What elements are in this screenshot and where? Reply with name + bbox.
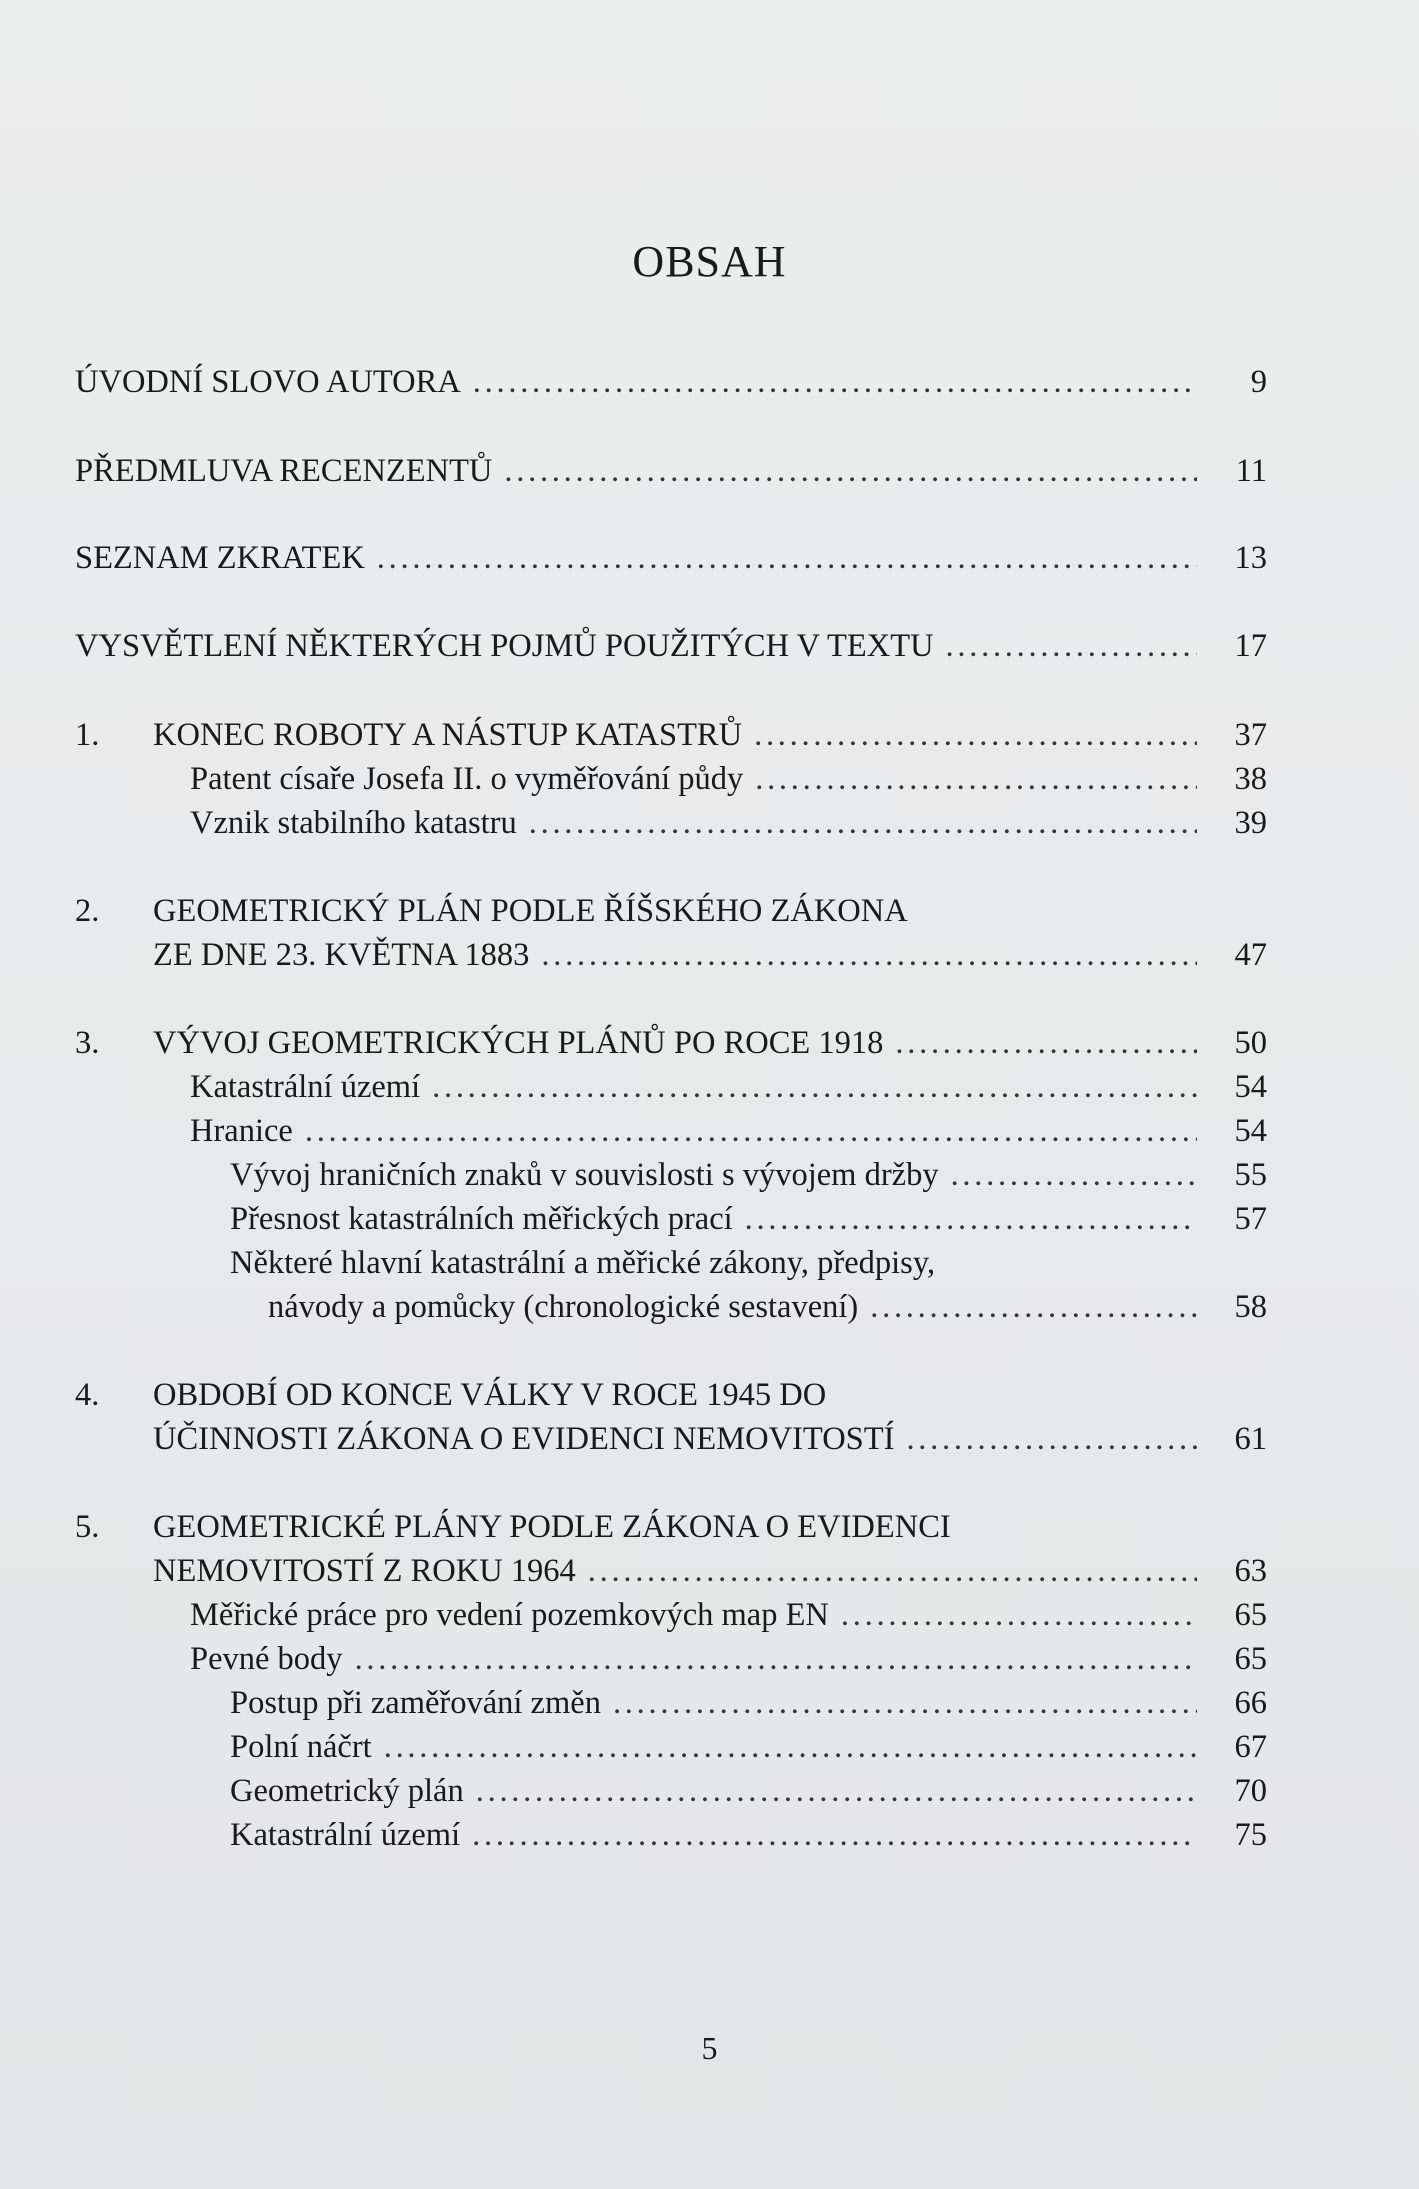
- toc-entry-label: GEOMETRICKÝ PLÁN PODLE ŘÍŠSKÉHO ZÁKONA: [153, 893, 908, 929]
- toc-entry-label: ÚVODNÍ SLOVO AUTORA: [75, 364, 461, 400]
- toc-entry-label: ÚČINNOSTI ZÁKONA O EVIDENCI NEMOVITOSTÍ: [153, 1421, 895, 1457]
- toc-entry-label: Měřické práce pro vedení pozemkových map EN: [190, 1597, 829, 1633]
- toc-entry-label: návody a pomůcky (chronologické sestavení): [268, 1289, 859, 1325]
- toc-chapter-entry-continued[interactable]: [75, 1417, 1267, 1461]
- toc-entry-page: 63: [1234, 1553, 1267, 1589]
- toc-entry-label: PŘEDMLUVA RECENZENTŮ: [75, 453, 493, 489]
- toc-entry-page: 66: [1234, 1685, 1267, 1721]
- toc-entry-page: 67: [1234, 1729, 1267, 1765]
- toc-section-entry[interactable]: [75, 1637, 1267, 1681]
- toc-entry-label: KONEC ROBOTY A NÁSTUP KATASTRŮ: [153, 717, 743, 753]
- dot-leader: [613, 1681, 1197, 1725]
- toc-chapter-entry[interactable]: [75, 713, 1267, 757]
- dot-leader: [504, 449, 1197, 493]
- toc-entry-label: VYSVĚTLENÍ NĚKTERÝCH POJMŮ POUŽITÝCH V TEXTU: [75, 628, 934, 664]
- toc-chapter-entry-continued[interactable]: [75, 1549, 1267, 1593]
- toc-chapter-entry[interactable]: [75, 1505, 1267, 1549]
- chapter-number: 1.: [75, 717, 100, 753]
- dot-leader: [754, 713, 1197, 757]
- toc-entry-page: 65: [1234, 1597, 1267, 1633]
- toc-section-entry[interactable]: [75, 801, 1267, 845]
- toc-entry-label: NEMOVITOSTÍ Z ROKU 1964: [153, 1553, 576, 1589]
- toc-subsection-entry[interactable]: [75, 1769, 1267, 1813]
- toc-chapter-entry[interactable]: [75, 1021, 1267, 1065]
- chapter-number: 4.: [75, 1377, 100, 1413]
- toc-entry-label: OBDOBÍ OD KONCE VÁLKY V ROCE 1945 DO: [153, 1377, 827, 1413]
- toc-entry-label: Katastrální území: [190, 1069, 421, 1105]
- toc-section-entry[interactable]: [75, 1109, 1267, 1153]
- toc-subsection-entry[interactable]: [75, 1241, 1267, 1285]
- toc-section-entry[interactable]: [75, 1065, 1267, 1109]
- toc-chapter-entry[interactable]: [75, 889, 1267, 933]
- dot-leader: [529, 801, 1197, 845]
- dot-leader: [745, 1197, 1197, 1241]
- toc-entry-label: Vývoj hraničních znaků v souvislosti s vývojem držby: [230, 1157, 939, 1193]
- toc-subsection-entry[interactable]: [75, 1813, 1267, 1857]
- toc-subsection-entry[interactable]: [75, 1725, 1267, 1769]
- toc-entry-label: ZE DNE 23. KVĚTNA 1883: [153, 937, 530, 973]
- chapter-number: 3.: [75, 1025, 100, 1061]
- toc-entry-page: 58: [1234, 1289, 1267, 1325]
- dot-leader: [377, 536, 1197, 580]
- dot-leader: [476, 1769, 1197, 1813]
- dot-leader: [951, 1153, 1197, 1197]
- dot-leader: [906, 1417, 1197, 1461]
- toc-entry-label: Patent císaře Josefa II. o vyměřování půdy: [190, 761, 744, 797]
- dot-leader: [384, 1725, 1197, 1769]
- dot-leader: [755, 757, 1197, 801]
- toc-subsection-entry[interactable]: [75, 1681, 1267, 1725]
- toc-entry-label: Katastrální území: [230, 1817, 461, 1853]
- toc-entry-page: 61: [1234, 1421, 1267, 1457]
- dot-leader: [355, 1637, 1197, 1681]
- toc-entry-page: 47: [1234, 937, 1267, 973]
- dot-leader: [895, 1021, 1197, 1065]
- toc-entry-label: Přesnost katastrálních měřických prací: [230, 1201, 733, 1237]
- toc-entry[interactable]: [75, 624, 1267, 668]
- toc-entry-page: 54: [1234, 1113, 1267, 1149]
- toc-entry-label: VÝVOJ GEOMETRICKÝCH PLÁNŮ PO ROCE 1918: [153, 1025, 884, 1061]
- toc-entry-label: Hranice: [190, 1113, 293, 1149]
- toc-subsection-entry[interactable]: [75, 1197, 1267, 1241]
- toc-entry-page: 9: [1250, 364, 1267, 400]
- toc-entry-page: 54: [1234, 1069, 1267, 1105]
- toc-entry-label: GEOMETRICKÉ PLÁNY PODLE ZÁKONA O EVIDENCI: [153, 1509, 951, 1545]
- dot-leader: [946, 624, 1197, 668]
- toc-entry-page: 37: [1234, 717, 1267, 753]
- toc-chapter-entry-continued[interactable]: [75, 933, 1267, 977]
- toc-entry-page: 39: [1234, 805, 1267, 841]
- toc-entry-page: 55: [1234, 1157, 1267, 1193]
- toc-entry-page: 38: [1234, 761, 1267, 797]
- toc-entry-page: 11: [1235, 453, 1267, 489]
- toc-entry-label: SEZNAM ZKRATEK: [75, 540, 365, 576]
- dot-leader: [541, 933, 1197, 977]
- toc-entry-label: Geometrický plán: [230, 1773, 464, 1809]
- page-title: OBSAH: [632, 237, 787, 286]
- toc-entry[interactable]: [75, 536, 1267, 580]
- toc-entry-page: 17: [1234, 628, 1267, 664]
- toc-subsection-entry[interactable]: [75, 1153, 1267, 1197]
- dot-leader: [305, 1109, 1197, 1153]
- toc-entry[interactable]: [75, 360, 1267, 404]
- dot-leader: [870, 1285, 1197, 1329]
- page-number: 5: [701, 2030, 718, 2066]
- toc-entry[interactable]: [75, 449, 1267, 493]
- toc-entry-page: 65: [1234, 1641, 1267, 1677]
- chapter-number: 2.: [75, 893, 100, 929]
- toc-section-entry[interactable]: [75, 757, 1267, 801]
- dot-leader: [841, 1593, 1197, 1637]
- toc-subsection-entry-continued[interactable]: [75, 1285, 1267, 1329]
- toc-chapter-entry[interactable]: [75, 1373, 1267, 1417]
- toc-entry-page: 57: [1234, 1201, 1267, 1237]
- dot-leader: [588, 1549, 1197, 1593]
- toc-entry-page: 50: [1234, 1025, 1267, 1061]
- toc-entry-label: Pevné body: [190, 1641, 343, 1677]
- toc-entry-label: Některé hlavní katastrální a měřické zákony, předpisy,: [230, 1245, 936, 1281]
- dot-leader: [432, 1065, 1197, 1109]
- toc-entry-label: Postup při zaměřování změn: [230, 1685, 601, 1721]
- toc-section-entry[interactable]: [75, 1593, 1267, 1637]
- dot-leader: [472, 1813, 1197, 1857]
- chapter-number: 5.: [75, 1509, 100, 1545]
- dot-leader: [473, 360, 1197, 404]
- toc-entry-page: 70: [1234, 1773, 1267, 1809]
- toc-entry-label: Polní náčrt: [230, 1729, 372, 1765]
- toc-entry-page: 75: [1234, 1817, 1267, 1853]
- toc-entry-page: 13: [1234, 540, 1267, 576]
- toc-entry-label: Vznik stabilního katastru: [190, 805, 517, 841]
